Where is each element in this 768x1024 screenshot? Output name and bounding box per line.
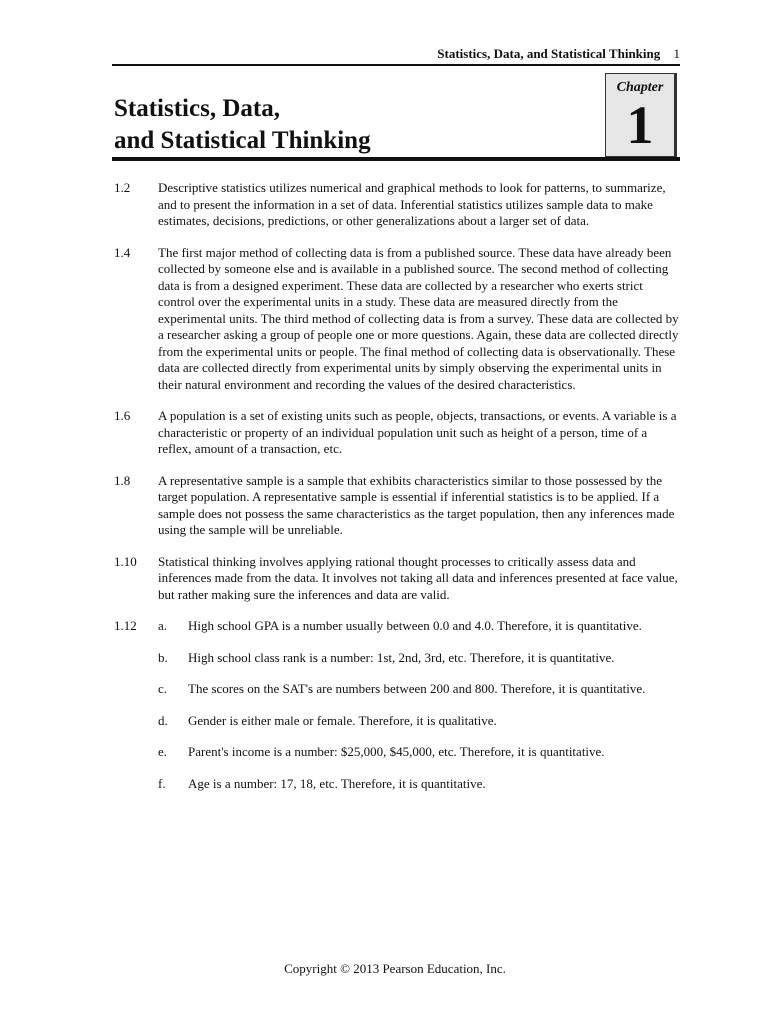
exercise-item	[114, 554, 682, 604]
exercise-item	[114, 245, 682, 394]
chapter-title	[114, 93, 371, 157]
sub-answer-list	[158, 618, 682, 807]
chapter-box	[605, 73, 677, 157]
page-number: 1	[673, 46, 680, 61]
exercise-item	[114, 180, 682, 230]
running-header	[437, 46, 680, 62]
sub-answer	[158, 650, 682, 667]
exercise-item	[114, 618, 682, 807]
sub-answer	[158, 713, 682, 730]
sub-answer-letter: d.	[158, 712, 168, 728]
exercise-answer: Statistical thinking involves applying rational thought processes to critically assess data and inferences made from the data. It involves not taking all data and inferences presented at face value, but rather making sure the inferences and data are valid.	[158, 553, 678, 602]
exercise-number: 1.4	[114, 244, 131, 260]
sub-answer-letter: f.	[158, 775, 166, 791]
sub-answer-text: Gender is either male or female. Therefore, it is qualitative.	[188, 712, 497, 728]
exercise-answer: A population is a set of existing units such as people, objects, transactions, or events. A variable is a characteristic or property of an individual population unit such as height of a person, time of a reflex, amount of a transaction, etc.	[158, 408, 677, 456]
exercise-answer: Descriptive statistics utilizes numerical and graphical methods to look for patterns, to summarize, and to present the information in a set of data. Inferential statistics utilizes sample data to make estimates, decisions, predictions, or other generalizations about a larger set of data.	[158, 180, 666, 228]
sub-answer	[158, 618, 682, 635]
sub-answer-text: Parent's income is a number: $25,000, $45,000, etc. Therefore, it is quantitative.	[188, 744, 605, 759]
exercise-answer: A representative sample is a sample that exhibits characteristics similar to those possessed by the target population. A representative sample is essential if inferential statistics is to be applied. If a sample does not possess the same characteristics as the target population, then any inferences made using the sample will be unreliable.	[158, 472, 675, 537]
header-rule	[112, 64, 680, 66]
exercise-number: 1.8	[114, 472, 131, 488]
sub-answer-letter: c.	[158, 681, 168, 696]
copyright-footer: Copyright © 2013 Pearson Education, Inc.	[284, 961, 506, 976]
exercise-item	[114, 473, 682, 539]
chapter-title-line-1: Statistics, Data,	[114, 95, 280, 122]
exercise-answer: The first major method of collecting data is from a published source. These data have already been collected by someone else and is available in a published source. The second method of collecting data is from a designed experiment. These data are collected by a researcher who exerts strict control over the experimental units in a study. These data are measured directly from the experimental units. The third method of collecting data is from a survey. These data are collected by a researcher asking a group of people one or more questions. Again, these data are collected directly from the experimental units or people. The final method of collecting data is observationally. These data are collected directly from experimental units by simply observing the experimental units in their natural environment and recording the values of the desired characteristics.	[158, 244, 679, 392]
sub-answer-text: The scores on the SAT's are numbers between 200 and 800. Therefore, it is quantitative.	[188, 681, 646, 696]
exercise-number: 1.12	[114, 618, 137, 633]
sub-answer-text: High school class rank is a number: 1st, 2nd, 3rd, etc. Therefore, it is quantitative.	[188, 649, 615, 665]
sub-answer-letter: b.	[158, 649, 168, 665]
sub-answer	[158, 776, 682, 793]
chapter-number: 1	[626, 95, 654, 155]
running-title: Statistics, Data, and Statistical Thinking	[437, 46, 661, 61]
exercise-number: 1.10	[114, 553, 137, 569]
sub-answer-letter: a.	[158, 618, 168, 633]
sub-answer-text: Age is a number: 17, 18, etc. Therefore, it is quantitative.	[188, 775, 486, 791]
exercise-number: 1.6	[114, 408, 131, 423]
sub-answer-text: High school GPA is a number usually between 0.0 and 4.0. Therefore, it is quantitative.	[188, 618, 642, 633]
sub-answer	[158, 744, 682, 761]
exercise-number: 1.2	[114, 180, 131, 195]
chapter-label: Chapter	[616, 80, 664, 95]
title-rule	[112, 157, 680, 161]
chapter-title-line-2: and Statistical Thinking	[114, 127, 371, 154]
exercise-item	[114, 408, 682, 458]
sub-answer-letter: e.	[158, 744, 168, 759]
exercise-list	[114, 180, 682, 822]
sub-answer	[158, 681, 682, 698]
